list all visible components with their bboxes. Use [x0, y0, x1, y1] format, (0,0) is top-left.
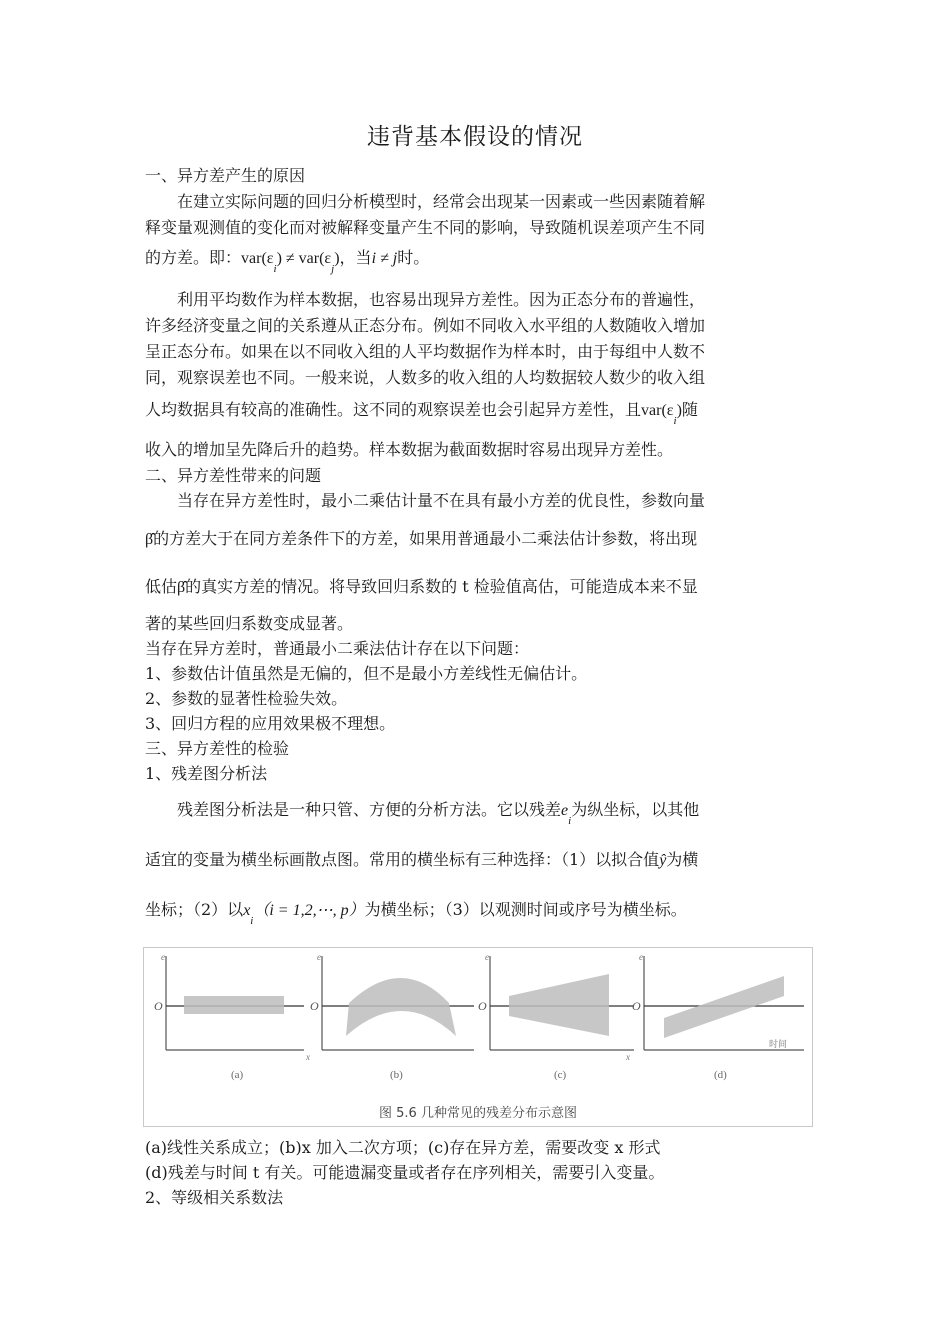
residual-figure — [143, 947, 813, 1127]
list-item: 1、参数估计值虽然是无偏的，但不是最小方差线性无偏估计。 — [145, 664, 588, 683]
list-item: 3、回归方程的应用效果极不理想。 — [145, 714, 396, 733]
subscript: i — [673, 415, 677, 427]
subscript: j — [331, 263, 335, 275]
text-fragment: 为纵坐标，以其他 — [571, 800, 700, 819]
paragraph-line: 许多经济变量之间的关系遵从正态分布。例如不同收入水平组的人数随收入增加 — [145, 316, 706, 335]
beta-hat: β̂ — [177, 579, 186, 596]
formula-i-ne-j: i ≠ j — [371, 250, 398, 267]
text-fragment: ，当 — [339, 248, 372, 267]
paragraph-line-formula — [145, 577, 698, 598]
paragraph-line: 利用平均数作为样本数据，也容易出现异方差性。因为正态分布的普遍性， — [177, 290, 706, 309]
formula-ne: ) ≠ var(ε — [276, 250, 332, 267]
y-axis-label: e — [485, 952, 489, 962]
panel-a — [154, 952, 310, 1081]
paragraph-line-formula — [145, 248, 430, 275]
x-axis-label: x — [306, 1052, 310, 1062]
origin-label: O — [478, 999, 487, 1013]
paragraph-line-formula — [145, 850, 698, 871]
text-fragment: 人均数据具有较高的准确性。这不同的观察误差也会引起异方差性，且 — [145, 400, 642, 419]
residual-band — [509, 974, 609, 1036]
section-heading-3: 三、异方差性的检验 — [145, 739, 290, 758]
y-hat: ŷ — [659, 852, 667, 869]
subscript: i — [568, 815, 572, 827]
figure-note-line: (a)线性关系成立；(b)x 加入二次方项；(c)存在异方差，需要改变 x 形式 — [145, 1138, 661, 1157]
paragraph-line: 在建立实际问题的回归分析模型时，经常会出现某一因素或一些因素随着解 — [177, 192, 706, 211]
formula-close: ) — [334, 250, 340, 267]
paragraph-line-formula — [145, 900, 687, 927]
paragraph-line-formula — [177, 800, 700, 827]
text-fragment: 残差图分析法是一种只管、方便的分析方法。它以残差 — [177, 800, 562, 819]
page-title: 违背基本假设的情况 — [367, 124, 583, 150]
residual-e: e — [561, 802, 569, 819]
section-heading-2: 二、异方差性带来的问题 — [145, 466, 322, 485]
beta-hat: β̂ — [145, 531, 154, 548]
text-fragment: 低估 — [145, 577, 178, 596]
section-heading-1: 一、异方差产生的原因 — [145, 166, 306, 185]
paragraph-line: 释变量观测值的变化而对被解释变量产生不同的影响，导致随机误差项产生不同 — [145, 218, 706, 237]
panel-label: (c) — [554, 1069, 567, 1081]
panel-d — [632, 952, 804, 1081]
text-fragment: 坐标；（2）以 — [145, 900, 244, 919]
x-var: x — [243, 902, 251, 919]
paragraph-line: 著的某些回归系数变成显著。 — [145, 614, 354, 633]
text-fragment: 的方差。即： — [145, 248, 242, 267]
index-range: （i = 1,2,⋯, p） — [253, 902, 365, 919]
text-fragment: 随 — [681, 400, 698, 419]
y-axis-label: e — [161, 952, 165, 962]
panel-label: (b) — [390, 1069, 403, 1081]
residual-plots — [144, 948, 812, 1098]
text-fragment: 为横 — [666, 850, 699, 869]
text-fragment: 的方差大于在同方差条件下的方差，如果用普通最小二乘法估计参数，将出现 — [153, 529, 698, 548]
panel-label: (d) — [714, 1069, 727, 1081]
residual-band — [184, 996, 284, 1014]
formula-var: var(ε — [641, 402, 674, 419]
panel-c — [478, 952, 634, 1081]
text-fragment: 适宜的变量为横坐标画散点图。常用的横坐标有三种选择：（1）以拟合值 — [145, 850, 660, 869]
formula-close: ) — [676, 402, 682, 419]
figure-note-line: (d)残差与时间 t 有关。可能遗漏变量或者存在序列相关，需要引入变量。 — [145, 1163, 665, 1182]
subscript: i — [250, 915, 254, 927]
y-axis-label: e — [317, 952, 321, 962]
paragraph-line: 同，观察误差也不同。一般来说，人数多的收入组的人均数据较人数少的收入组 — [145, 368, 706, 387]
paragraph-line: 收入的增加呈先降后升的趋势。样本数据为截面数据时容易出现异方差性。 — [145, 440, 674, 459]
paragraph-line: 当存在异方差性时，最小二乘估计量不在具有最小方差的优良性，参数向量 — [177, 491, 706, 510]
x-axis-label: 时间 — [769, 1039, 788, 1049]
subscript: i — [273, 263, 277, 275]
residual-band — [664, 976, 784, 1038]
text-fragment: 的真实方差的情况。将导致回归系数的 t 检验值高估，可能造成本来不显 — [185, 577, 698, 596]
origin-label: O — [632, 999, 641, 1013]
paragraph-line: 呈正态分布。如果在以不同收入组的人平均数据作为样本时，由于每组中人数不 — [145, 342, 706, 361]
y-axis-label: e — [639, 952, 643, 962]
list-item: 2、参数的显著性检验失效。 — [145, 689, 348, 708]
panel-label: (a) — [231, 1069, 244, 1081]
subsection-heading: 1、残差图分析法 — [145, 764, 268, 783]
x-axis-label: x — [626, 1052, 630, 1062]
figure-caption: 图 5.6 几种常见的残差分布示意图 — [379, 1106, 577, 1121]
origin-label: O — [154, 999, 163, 1013]
paragraph-line: 当存在异方差时，普通最小二乘法估计存在以下问题： — [145, 639, 530, 658]
panel-b — [310, 952, 474, 1081]
paragraph-line-formula — [145, 400, 698, 427]
text-fragment: 为横坐标；（3）以观测时间或序号为横坐标。 — [364, 900, 687, 919]
subsection-heading: 2、等级相关系数法 — [145, 1188, 284, 1207]
formula-var: var(ε — [241, 250, 274, 267]
text-fragment: 时。 — [397, 248, 430, 267]
origin-label: O — [310, 999, 319, 1013]
residual-band — [346, 978, 456, 1036]
paragraph-line-formula — [145, 529, 697, 550]
